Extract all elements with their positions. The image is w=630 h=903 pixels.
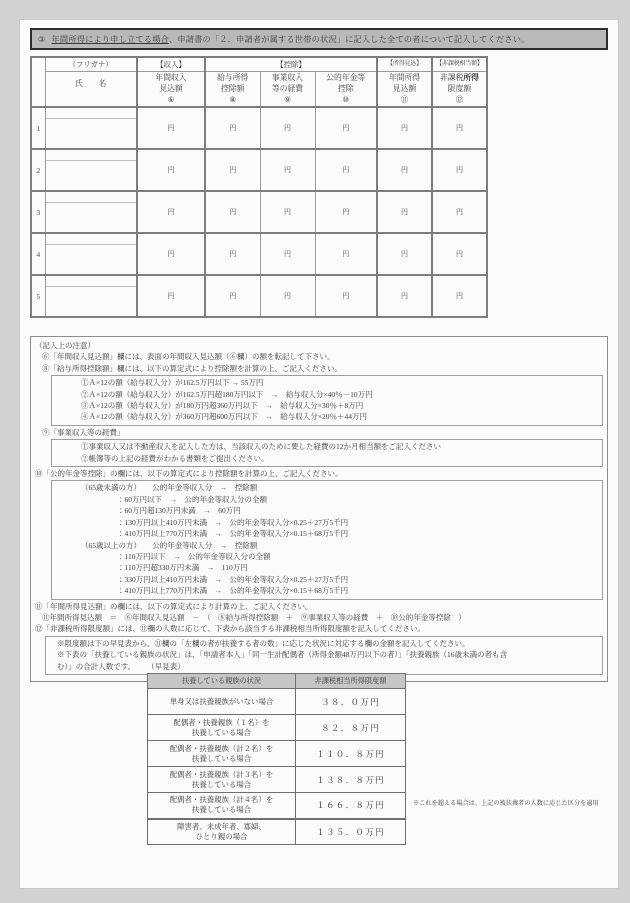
hayamihyo-row: [148, 767, 406, 793]
header-col-c12-line1: [433, 72, 486, 83]
cell-c6[interactable]: 円: [137, 275, 205, 317]
table-row[interactable]: [31, 149, 487, 191]
cell-c6[interactable]: 円: [137, 191, 205, 233]
cell-c6[interactable]: 円: [137, 233, 205, 275]
mark-c12: ⑫: [432, 94, 487, 107]
cell-c9[interactable]: 円: [260, 275, 315, 317]
cell-c9[interactable]: 円: [260, 191, 315, 233]
note-item-6: ⑥「年間収入見込額」欄には、表面の年間収入見込額（⑥欄）の額を転記して下さい。: [42, 352, 335, 362]
name-input-cell[interactable]: [45, 149, 137, 191]
name-input-cell[interactable]: [45, 191, 137, 233]
header-col-c12-pre: 非課税: [440, 73, 464, 82]
mark-c8: ⑧: [205, 94, 260, 107]
mark-c6: ⑥: [137, 94, 205, 107]
hayamihyo-amount: １６６．８万円: [296, 793, 406, 819]
pension-over65-2: ：110万円超330万円未満 → 110万円: [117, 563, 248, 573]
header-furigana: （フリガナ）: [45, 57, 137, 72]
table-mark-row: [31, 94, 487, 107]
notes-title: （記入上の注意）: [35, 341, 95, 350]
name-input[interactable]: [46, 245, 137, 274]
header-col-c6-line1: 年間収入: [155, 73, 187, 82]
header-col-c9: [260, 72, 315, 95]
note-item-10-formula-box: [51, 480, 603, 599]
note-item-8-formula-box: [51, 375, 603, 426]
table-bracket-header-row: [31, 57, 487, 72]
header-col-c6: [137, 72, 205, 95]
hayamihyo-situation-line2: 扶養している場合: [191, 753, 252, 763]
cell-c8[interactable]: 円: [205, 275, 260, 317]
hayamihyo-situation-line2: ひとり親の場合: [195, 831, 248, 841]
note-item-8: ⑧「給与所得控除額」欄には、以下の算定式により控除額を計算の上、ご記入ください。: [42, 363, 342, 373]
row-number: 2: [31, 149, 45, 191]
cell-c8[interactable]: 円: [205, 233, 260, 275]
hayamihyo-situation-line1: 配偶者・扶養親族（計４名）を: [169, 795, 274, 805]
header-col-c8-line1: 給与所得: [217, 73, 249, 82]
mark-c11: ⑪: [377, 94, 432, 107]
section-banner: [30, 28, 608, 50]
hayamihyo-row: [148, 819, 406, 845]
hayamihyo-amount: １１０．８万円: [296, 741, 406, 767]
cell-c12[interactable]: 円: [432, 107, 487, 149]
cell-c11[interactable]: 円: [377, 275, 432, 317]
table-title-row: [31, 72, 487, 95]
pension-over65-head: （65歳以上の方） 公的年金等収入分 → 控除額: [81, 540, 258, 550]
formula-8-1: ①Ａ×12の額（給与収入分）が162.5万円以下 → 55万円: [81, 378, 264, 388]
cell-c8[interactable]: 円: [205, 149, 260, 191]
cell-c6[interactable]: 円: [137, 107, 205, 149]
hayamihyo-header-amount: 非課税相当所得限度額: [296, 674, 406, 689]
cell-c10[interactable]: 円: [315, 149, 377, 191]
cell-c8[interactable]: 円: [205, 191, 260, 233]
furigana-input[interactable]: [46, 150, 137, 161]
note-9-line-2: ②帳簿等の上記の経費がわかる書類をご提出ください。: [81, 453, 269, 463]
mark-c10: ⑩: [315, 94, 377, 107]
corner-cell-3: [31, 94, 45, 107]
pension-under65-2: ：60万円超130万円未満 → 60万円: [117, 506, 241, 516]
cell-c6[interactable]: 円: [137, 149, 205, 191]
note-item-9: ⑨「事業収入等の経費」: [42, 427, 125, 437]
hayamihyo-header-row: [148, 674, 406, 689]
header-col-c12: [432, 72, 487, 95]
cell-c10[interactable]: 円: [315, 191, 377, 233]
header-income-bracket: 【収入】: [137, 57, 205, 72]
cell-c11[interactable]: 円: [377, 149, 432, 191]
hayamihyo-situation: [148, 819, 296, 845]
banner-underlined-text: 年間所得により申し立てる場合: [51, 34, 169, 44]
hayamihyo-situation-line1: 配偶者・扶養親族（１名）を: [173, 717, 270, 727]
hayamihyo-situation-line1: 配偶者・扶養親族（計２名）を: [169, 743, 274, 753]
banner-rest-text: 、申請書の「２．申請者が属する世帯の状況」に記入した全ての者について記入してください。: [168, 34, 530, 44]
furigana-input[interactable]: [46, 108, 137, 119]
hayamihyo-amount: １３５．０万円: [296, 819, 406, 845]
hayamihyo-situation-line2: 扶養している場合: [191, 727, 252, 737]
corner-cell: [31, 57, 45, 72]
cell-c11[interactable]: 円: [377, 233, 432, 275]
name-input[interactable]: [46, 161, 137, 190]
hayamihyo-situation: [148, 741, 296, 767]
hayamihyo-situation: [148, 715, 296, 741]
name-input-cell[interactable]: [45, 107, 137, 149]
hayamihyo-situation-line1: 障害者、未成年者、寡婦、: [177, 821, 266, 831]
cell-c12[interactable]: 円: [432, 275, 487, 317]
row-number: 3: [31, 191, 45, 233]
header-col-c11-line2: 見込額: [392, 84, 417, 93]
table-body: [31, 107, 487, 317]
header-col-c8-line2: 控除額: [221, 84, 245, 93]
hayamihyo-situation-line2: 扶養している場合: [191, 805, 252, 815]
note-item-9-box: [51, 439, 603, 467]
furigana-input[interactable]: [46, 276, 137, 287]
note-item-12: ⑫「非課税所得限度額」には、⑪欄の人数に応じて、下表から該当する非課税相当所得限度額を記入してください。: [35, 624, 425, 634]
header-col-c9-line2: 等の経費: [271, 84, 304, 93]
mark-c9: ⑨: [260, 94, 315, 107]
header-col-c10-line2: 控除: [337, 84, 354, 93]
formula-8-4: ④Ａ×12の額（給与収入分）が360万円超600万円以下 → 給与収入分×20％＋44万円: [81, 412, 367, 422]
banner-number: ③: [38, 35, 46, 44]
name-input[interactable]: [46, 287, 137, 316]
cell-c12[interactable]: 円: [432, 191, 487, 233]
hayamihyo-situation: [148, 767, 296, 793]
pension-under65-1: ：60万円以下 → 公的年金等収入分の全額: [117, 494, 267, 504]
header-col-c6-line2: 見込額: [159, 84, 183, 93]
header-col-c8: [205, 72, 260, 95]
hayamihyo-label: （早見表）: [147, 662, 185, 671]
hayamihyo-amount: ８２．８万円: [296, 715, 406, 741]
row-number: 5: [31, 275, 45, 317]
hayamihyo-amount: ３８．０万円: [296, 689, 406, 715]
header-income-estimate-bracket: 【所得見込】: [377, 57, 432, 72]
name-input-cell[interactable]: [45, 275, 137, 317]
hayamihyo-situation-line1: 配偶者・扶養親族（計３名）を: [169, 769, 274, 779]
row-number: 4: [31, 233, 45, 275]
header-deduction-bracket: 【控除】: [205, 57, 377, 72]
note-item-11-formula: ⑪年間所得見込額 ＝ ⑥年間収入見込額 － （ ⑧給与所得控除額 ＋ ⑨事業収入等の経費 ＋ ⑩公的年金等控除 ）: [42, 612, 466, 622]
cell-c11[interactable]: 円: [377, 107, 432, 149]
hayamihyo-table: [147, 673, 406, 845]
cell-c11[interactable]: 円: [377, 191, 432, 233]
cell-c8[interactable]: 円: [205, 107, 260, 149]
cell-c9[interactable]: 円: [260, 149, 315, 191]
header-name-label: 氏 名: [45, 72, 137, 95]
cell-c12[interactable]: 円: [432, 233, 487, 275]
hayamihyo-situation: [148, 689, 296, 715]
table-row[interactable]: [31, 191, 487, 233]
note-12-line-1: ※限度額は下の早見表から、⑪欄の「左欄の者が扶養する者の数」に応じた状況に対応する欄の金額を記入してください。: [57, 638, 470, 648]
pension-over65-4: ：410万円以上770万円未満 → 公的年金等収入分×0.15＋68万5千円: [117, 586, 349, 596]
corner-cell-2: [31, 72, 45, 95]
hayamihyo-situation-line1: 単身又は扶養親族がいない場合: [169, 696, 274, 706]
formula-8-2: ②Ａ×12の額（給与収入分）が162.5万円超180万円以下 → 給与収入分×40％－10万円: [81, 389, 373, 399]
note-9-line-1: ①事業収入又は不動産収入を記入した方は、当該収入のために要した経費の12か月相当額をご記入ください: [81, 442, 441, 452]
name-input-cell[interactable]: [45, 233, 137, 275]
hayamihyo-header-situation: 扶養している親族の状況: [148, 674, 296, 689]
cell-c9[interactable]: 円: [260, 107, 315, 149]
hayamihyo-row: [148, 715, 406, 741]
header-col-c10-line1: 公的年金等: [326, 73, 366, 82]
pension-over65-3: ：330万円以上410万円未満 → 公的年金等収入分×0.25＋27万5千円: [117, 574, 349, 584]
hayamihyo-situation-line2: 扶養している場合: [191, 779, 252, 789]
cell-c12[interactable]: 円: [432, 149, 487, 191]
header-col-c10: [315, 72, 377, 95]
hayamihyo-row: [148, 689, 406, 715]
cell-c9[interactable]: 円: [260, 233, 315, 275]
hayamihyo-row: [148, 793, 406, 819]
name-input[interactable]: [46, 203, 137, 232]
note-12-line-2: ※下表の「扶養している親族の状況」は、「申請者本人」「同一生計配偶者（所得金額48万円以下の者）」「扶養親族（16歳未満の者も含: [57, 650, 507, 660]
header-col-c12-bold: 所得: [463, 73, 479, 82]
header-col-c11-line1: 年間所得: [388, 73, 421, 82]
header-col-c12-line2: 限度額: [447, 84, 472, 93]
furigana-input[interactable]: [46, 234, 137, 245]
note-item-12-box: [45, 636, 603, 675]
pension-under65-4: ：410万円以上770万円未満 → 公的年金等収入分×0.15＋68万5千円: [117, 529, 349, 539]
note-12-line-3: む）」の合計人数です。: [57, 661, 136, 671]
notes-box: [30, 336, 608, 682]
hayamihyo-situation: [148, 793, 296, 819]
header-col-c9-line1: 事業収入: [271, 73, 304, 82]
hayamihyo-footnote: ※これを超える場合は、上記の被扶養者の人数に応じた区分を適用: [413, 800, 599, 807]
header-nontax-bracket: 【非課税相当額】: [432, 57, 487, 72]
form-page: [20, 20, 618, 888]
income-entry-table: [30, 56, 488, 318]
table-row[interactable]: [31, 275, 487, 317]
cell-c10[interactable]: 円: [315, 275, 377, 317]
formula-8-3: ③Ａ×12の額（給与収入分）が180万円超360万円以下 → 給与収入分×30％＋8万円: [81, 401, 364, 411]
table-row[interactable]: [31, 233, 487, 275]
hayamihyo-amount: １３８．８万円: [296, 767, 406, 793]
cell-c10[interactable]: 円: [315, 107, 377, 149]
row-number: 1: [31, 107, 45, 149]
note-item-10: ⑩「公的年金等控除」の欄には、以下の算定式により控除額を計算の上、ご記入ください。: [35, 469, 343, 479]
header-col-c11: [377, 72, 432, 95]
pension-under65-head: （65歳未満の方） 公的年金等収入分 → 控除額: [81, 483, 258, 493]
name-input[interactable]: [46, 119, 137, 148]
pension-under65-3: ：130万円以上410万円未満 → 公的年金等収入分×0.25＋27万5千円: [117, 517, 349, 527]
cell-c10[interactable]: 円: [315, 233, 377, 275]
note-item-11: ⑪「年間所得見込額」の欄には、以下の算定式により計算の上、ご記入ください。: [35, 601, 313, 611]
hayamihyo-row: [148, 741, 406, 767]
header-name-spacer: [45, 94, 137, 107]
pension-over65-1: ：110万円以下 → 公的年金等収入分の全額: [117, 551, 271, 561]
table-row[interactable]: [31, 107, 487, 149]
furigana-input[interactable]: [46, 192, 137, 203]
